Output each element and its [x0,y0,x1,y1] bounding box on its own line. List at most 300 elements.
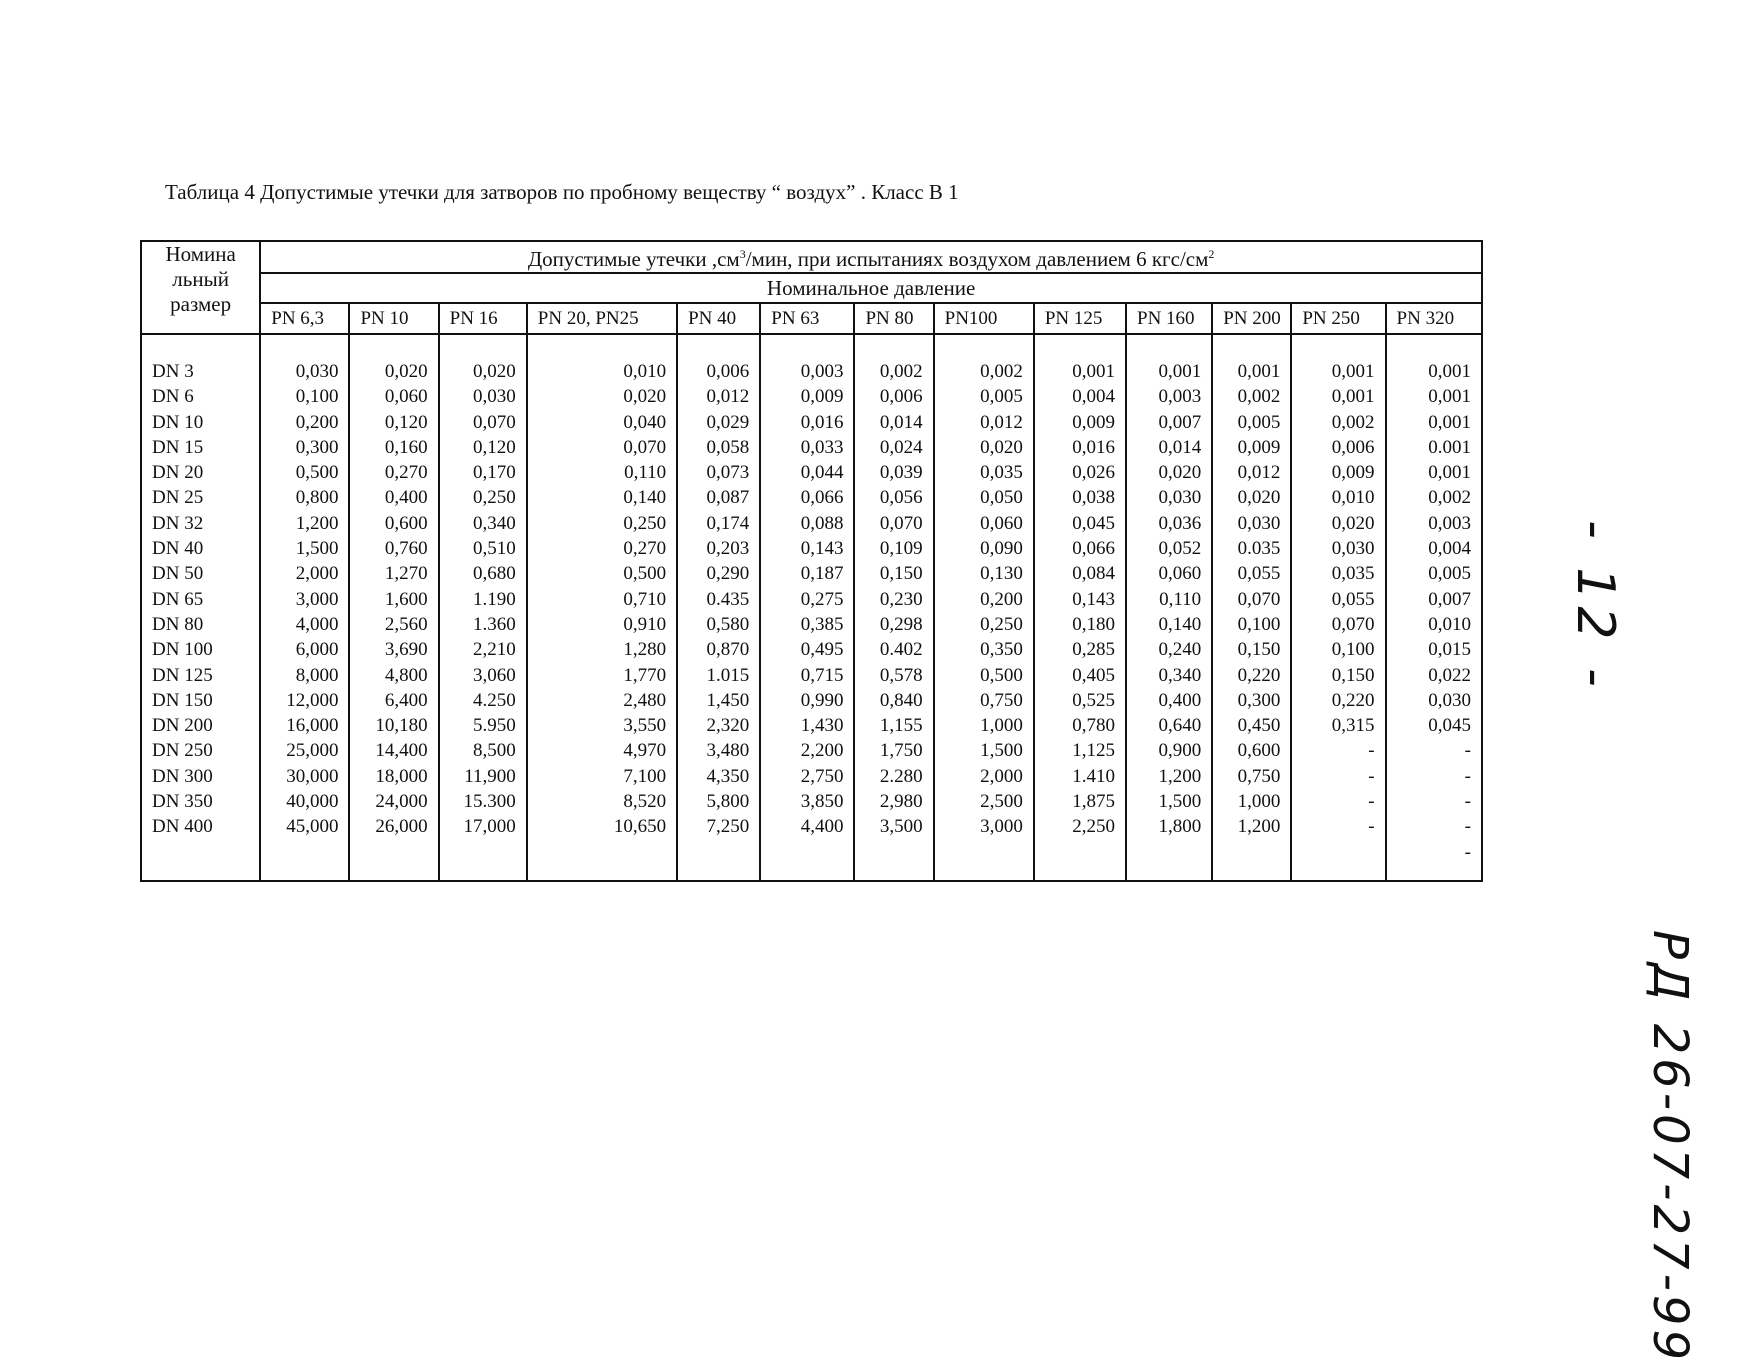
leakage-value-cell: 1.410 [1034,764,1126,789]
table-row [141,511,1482,536]
leakage-value-cell: 0,250 [527,511,677,536]
leakage-value-cell: 0,450 [1212,713,1291,738]
leakage-value-cell: 0,014 [1126,435,1212,460]
nominal-pressure-header: Номинальное давление [260,273,1482,303]
leakage-value-cell: 1,280 [527,637,677,662]
leakage-value-cell: 0,001 [1291,384,1385,409]
leakage-value-cell: 8,500 [439,738,527,763]
nominal-size-header-line3: размер [170,292,232,316]
table-row [141,359,1482,384]
leakage-value-cell: 0,045 [1034,511,1126,536]
leakage-value-cell: 0,055 [1291,587,1385,612]
leakage-value-cell: 0,073 [677,460,760,485]
leakage-value-cell: 0,143 [760,536,854,561]
leakage-value-cell: 40,000 [260,789,349,814]
leakage-value-cell: 0,510 [439,536,527,561]
spacer-row [141,334,1482,359]
leakage-value-cell: - [1386,764,1482,789]
leakage-value-cell: 30,000 [260,764,349,789]
leakage-value-cell: 0,110 [527,460,677,485]
leakage-value-cell: 0,003 [760,359,854,384]
leakage-value-cell: 0,004 [1386,536,1482,561]
leakage-value-cell: 0,500 [934,663,1034,688]
leakage-value-cell: 0,203 [677,536,760,561]
leakage-value-cell: 4.250 [439,688,527,713]
pressure-columns-row [141,303,1482,334]
leakage-value-cell: 0,020 [1291,511,1385,536]
leakage-value-cell: 1,600 [349,587,438,612]
leakage-value-cell: 0,033 [760,435,854,460]
leakage-value-cell: 4,350 [677,764,760,789]
leakage-value-cell: 6,400 [349,688,438,713]
leakage-value-cell: 0,230 [854,587,933,612]
nominal-size-cell: DN 400 [141,814,260,839]
table-row [141,764,1482,789]
leakage-value-cell: 10,180 [349,713,438,738]
leakage-value-cell: 5,800 [677,789,760,814]
nominal-size-cell: DN 125 [141,663,260,688]
leakage-value-cell: 2,200 [760,738,854,763]
leakage-value-cell: 0,016 [1034,435,1126,460]
leakage-value-cell: 17,000 [439,814,527,839]
table-row [141,738,1482,763]
pressure-column-header: PN100 [934,303,1034,334]
leakage-value-cell: 2,560 [349,612,438,637]
leakage-value-cell: 0,015 [1386,637,1482,662]
leakage-value-cell: 16,000 [260,713,349,738]
leakage-value-cell: 0,030 [439,384,527,409]
leakage-value-cell: 0,020 [1212,485,1291,510]
leakage-value-cell: 1,450 [677,688,760,713]
leakage-value-cell: 0,100 [260,384,349,409]
leakage-value-cell: 2,480 [527,688,677,713]
table-row [141,435,1482,460]
pressure-column-header: PN 63 [760,303,854,334]
leakage-value-cell: - [1386,814,1482,839]
leakage-value-cell: 1,200 [260,511,349,536]
leakage-value-cell: 0,022 [1386,663,1482,688]
leakage-value-cell: 1.360 [439,612,527,637]
leakage-header [260,241,1482,273]
leakage-value-cell: 0.435 [677,587,760,612]
leakage-value-cell: 0,055 [1212,561,1291,586]
nominal-size-cell: DN 25 [141,485,260,510]
leakage-header-text: Допустимые утечки ,см [527,247,740,271]
leakage-value-cell: 0,066 [1034,536,1126,561]
leakage-value-cell: 18,000 [349,764,438,789]
leakage-value-cell: 0,003 [1126,384,1212,409]
leakage-value-cell: 0,150 [1212,637,1291,662]
leakage-value-cell: - [1291,814,1385,839]
leakage-value-cell: 3,850 [760,789,854,814]
leakage-value-cell: 1,875 [1034,789,1126,814]
leakage-value-cell: 1,500 [934,738,1034,763]
leakage-value-cell: 0,070 [854,511,933,536]
leakage-value-cell: 0,020 [349,359,438,384]
leakage-value-cell: 0,170 [439,460,527,485]
leakage-value-cell: 26,000 [349,814,438,839]
table-row [141,460,1482,485]
leakage-value-cell: 0,710 [527,587,677,612]
leakage-value-cell: - [1291,764,1385,789]
leakage-value-cell: 0,044 [760,460,854,485]
leakage-value-cell: 0.402 [854,637,933,662]
leakage-value-cell: 0,109 [854,536,933,561]
leakage-value-cell: 0,100 [1291,637,1385,662]
leakage-value-cell: 0,120 [439,435,527,460]
leakage-value-cell: 3,000 [934,814,1034,839]
leakage-value-cell: 0,900 [1126,738,1212,763]
leakage-value-cell: 2,750 [760,764,854,789]
leakage-value-cell: 0,120 [349,410,438,435]
leakage-value-cell: 0,275 [760,587,854,612]
leakage-value-cell: 24,000 [349,789,438,814]
leakage-value-cell: 0,315 [1291,713,1385,738]
leakage-value-cell: 2,500 [934,789,1034,814]
leakage-value-cell: 0,780 [1034,713,1126,738]
leakage-value-cell: 0,070 [527,435,677,460]
leakage-value-cell: 0,500 [260,460,349,485]
leakage-value-cell: 1,155 [854,713,933,738]
leakage-header-text2: /мин, при испытаниях воздухом давлением 6 кгс/см [745,247,1209,271]
leakage-value-cell: 0,600 [349,511,438,536]
leakage-value-cell: 14,400 [349,738,438,763]
leakage-value-cell: 0,150 [1291,663,1385,688]
table-row [141,561,1482,586]
leakage-value-cell: 3,550 [527,713,677,738]
leakage-value-cell: 0,014 [854,410,933,435]
table-row [141,637,1482,662]
leakage-value-cell: 0,140 [1126,612,1212,637]
leakage-value-cell: 0,001 [1212,359,1291,384]
table-row [141,587,1482,612]
leakage-value-cell: 0,006 [854,384,933,409]
leakage-value-cell: 1,750 [854,738,933,763]
leakage-value-cell: 1,200 [1126,764,1212,789]
leakage-value-cell: 25,000 [260,738,349,763]
leakage-value-cell: 0,009 [1034,410,1126,435]
pressure-column-header: PN 250 [1291,303,1385,334]
leakage-value-cell: 0,020 [527,384,677,409]
leakage-value-cell: 0,026 [1034,460,1126,485]
leakage-value-cell: 0,400 [1126,688,1212,713]
leakage-value-cell: 0,002 [854,359,933,384]
leakage-value-cell: 0,060 [349,384,438,409]
leakage-value-cell: 1,000 [1212,789,1291,814]
leakage-value-cell: 0,300 [1212,688,1291,713]
leakage-value-cell: 0,300 [260,435,349,460]
leakage-table [140,240,1483,882]
pressure-column-header: PN 160 [1126,303,1212,334]
leakage-value-cell: 0,715 [760,663,854,688]
leakage-value-cell: 0,009 [1291,460,1385,485]
leakage-value-cell: 4,000 [260,612,349,637]
leakage-value-cell: 0,200 [934,587,1034,612]
leakage-value-cell: 2,980 [854,789,933,814]
leakage-value-cell: 0,580 [677,612,760,637]
leakage-value-cell: 2,320 [677,713,760,738]
leakage-value-cell: 0,006 [677,359,760,384]
leakage-value-cell: 0,002 [1291,410,1385,435]
leakage-value-cell: 1,770 [527,663,677,688]
leakage-value-cell: 0,500 [527,561,677,586]
leakage-value-cell: 0,070 [439,410,527,435]
leakage-value-cell: 0,340 [1126,663,1212,688]
leakage-value-cell: 0,600 [1212,738,1291,763]
leakage-value-cell: 0,750 [1212,764,1291,789]
leakage-value-cell: 0,350 [934,637,1034,662]
leakage-value-cell: 0,130 [934,561,1034,586]
leakage-value-cell: 0,285 [1034,637,1126,662]
table-row [141,485,1482,510]
pressure-column-header: PN 320 [1386,303,1482,334]
leakage-value-cell: 4,400 [760,814,854,839]
nominal-size-cell: DN 10 [141,410,260,435]
table-row [141,663,1482,688]
leakage-value-cell: 10,650 [527,814,677,839]
leakage-value-cell: - [1291,789,1385,814]
leakage-value-cell: 0,045 [1386,713,1482,738]
leakage-value-cell: 0,010 [1386,612,1482,637]
leakage-value-cell: 0,290 [677,561,760,586]
nominal-size-cell: DN 32 [141,511,260,536]
leakage-value-cell: 2,000 [260,561,349,586]
table-row [141,713,1482,738]
leakage-value-cell: 1,430 [760,713,854,738]
leakage-value-cell: 0,180 [1034,612,1126,637]
table-row-last [141,840,1482,881]
leakage-value-cell: 0,004 [1034,384,1126,409]
pressure-column-header: PN 20, PN25 [527,303,677,334]
leakage-value-cell: 1.015 [677,663,760,688]
leakage-value-cell: 0,035 [1291,561,1385,586]
nominal-size-cell: DN 250 [141,738,260,763]
leakage-value-cell: 0,006 [1291,435,1385,460]
leakage-value-cell: 0,003 [1386,511,1482,536]
leakage-value-cell: 0,001 [1386,460,1482,485]
leakage-value-cell: 0,016 [760,410,854,435]
leakage-value-cell: 0,024 [854,435,933,460]
leakage-value-cell: 1,125 [1034,738,1126,763]
leakage-value-cell: 4,970 [527,738,677,763]
pressure-column-header: PN 125 [1034,303,1126,334]
pressure-column-header: PN 16 [439,303,527,334]
leakage-value-cell: 1,270 [349,561,438,586]
leakage-value-cell: 0,035 [934,460,1034,485]
leakage-value-cell: 0,910 [527,612,677,637]
leakage-value-cell: 0,990 [760,688,854,713]
leakage-value-cell: 0,030 [1291,536,1385,561]
leakage-value-cell: 0,250 [934,612,1034,637]
leakage-value-cell: 0,110 [1126,587,1212,612]
leakage-value-cell: 1,000 [934,713,1034,738]
nominal-size-cell: DN 20 [141,460,260,485]
leakage-value-cell: 0,001 [1386,359,1482,384]
leakage-value-cell: 3,480 [677,738,760,763]
leakage-value-cell: 0,084 [1034,561,1126,586]
leakage-value-cell: 8,000 [260,663,349,688]
leakage-value-cell: 0,005 [1386,561,1482,586]
leakage-value-cell: 0,150 [854,561,933,586]
leakage-value-cell: 1,500 [1126,789,1212,814]
nominal-size-cell: DN 100 [141,637,260,662]
leakage-value-cell: 0,040 [527,410,677,435]
leakage-value-cell: 0,010 [1291,485,1385,510]
leakage-value-cell: - [1386,789,1482,814]
nominal-size-cell: DN 40 [141,536,260,561]
pressure-column-header: PN 10 [349,303,438,334]
leakage-value-cell: 0,174 [677,511,760,536]
leakage-value-cell: 0,020 [934,435,1034,460]
leakage-value-cell: 0,270 [527,536,677,561]
leakage-value-cell: 0,030 [1126,485,1212,510]
leakage-value-cell: 0,058 [677,435,760,460]
leakage-value-cell: 2,250 [1034,814,1126,839]
leakage-value-cell: 0,750 [934,688,1034,713]
leakage-value-cell: 0,090 [934,536,1034,561]
leakage-value-cell: 0,140 [527,485,677,510]
pressure-column-header: PN 80 [854,303,933,334]
leakage-value-cell: 0,002 [1386,485,1482,510]
leakage-value-cell: 0,405 [1034,663,1126,688]
leakage-value-cell: 0,088 [760,511,854,536]
leakage-value-cell: - [1291,738,1385,763]
nominal-size-cell: DN 350 [141,789,260,814]
leakage-value-cell: 0,800 [260,485,349,510]
table-row [141,789,1482,814]
leakage-value-cell: 0,039 [854,460,933,485]
table-row [141,814,1482,839]
leakage-value-cell: 3,000 [260,587,349,612]
leakage-value-cell: 0,070 [1212,587,1291,612]
leakage-value-cell: 0,340 [439,511,527,536]
leakage-value-cell: 0,298 [854,612,933,637]
leakage-value-cell: 0,385 [760,612,854,637]
leakage-value-cell: 0,030 [1386,688,1482,713]
leakage-value-cell: 0,087 [677,485,760,510]
leakage-value-cell: 0,020 [439,359,527,384]
leakage-value-cell: 0,495 [760,637,854,662]
leakage-value-cell: 0,007 [1386,587,1482,612]
leakage-value-cell: 0,001 [1386,410,1482,435]
table-row [141,536,1482,561]
leakage-value-cell: 0,009 [1212,435,1291,460]
leakage-value-cell: 0,002 [1212,384,1291,409]
leakage-value-cell: 1,800 [1126,814,1212,839]
leakage-value-cell: 11,900 [439,764,527,789]
leakage-value-cell: 0,056 [854,485,933,510]
leakage-value-cell: 3,500 [854,814,933,839]
leakage-value-cell: 1,500 [260,536,349,561]
leakage-value-cell: 0,005 [934,384,1034,409]
leakage-value-cell: 0,200 [260,410,349,435]
table-row [141,410,1482,435]
leakage-value-cell: 0,060 [934,511,1034,536]
leakage-value-cell: 0,012 [677,384,760,409]
leakage-value-cell: 0,012 [1212,460,1291,485]
leakage-value-cell: 3,060 [439,663,527,688]
pressure-column-header: PN 200 [1212,303,1291,334]
leakage-value-cell: 15.300 [439,789,527,814]
leakage-value-cell: 0,840 [854,688,933,713]
leakage-value-cell: 0,070 [1291,612,1385,637]
leakage-value-cell: 0,220 [1291,688,1385,713]
table-row [141,612,1482,637]
table-row [141,688,1482,713]
leakage-value-cell: 0,143 [1034,587,1126,612]
leakage-value-cell: 2.280 [854,764,933,789]
leakage-value-cell: 0,870 [677,637,760,662]
leakage-value-cell: 12,000 [260,688,349,713]
page-number: - 12 - [1565,520,1625,693]
leakage-value-cell: 0,220 [1212,663,1291,688]
nominal-size-cell: DN 6 [141,384,260,409]
leakage-value-cell: 0,578 [854,663,933,688]
leakage-value-cell: 0,240 [1126,637,1212,662]
leakage-value-cell: 2,210 [439,637,527,662]
leakage-value-cell: 0,005 [1212,410,1291,435]
leakage-value-cell: 0,030 [1212,511,1291,536]
nominal-size-cell: DN 65 [141,587,260,612]
nominal-size-header-line2: льный [172,267,229,291]
document-code: РД 26-07-27-99 [1642,930,1698,1364]
nominal-size-cell: DN 50 [141,561,260,586]
table-caption: Таблица 4 Допустимые утечки для затворов по пробному веществу “ воздух” . Класс В 1 [165,180,959,204]
leakage-value-cell: 0,760 [349,536,438,561]
leakage-value-cell: 0.035 [1212,536,1291,561]
leakage-value-cell: 7,250 [677,814,760,839]
nominal-size-cell: DN 150 [141,688,260,713]
leakage-value-cell: 0,001 [1034,359,1126,384]
leakage-value-cell: 0,187 [760,561,854,586]
leakage-value-cell: 0,050 [934,485,1034,510]
leakage-value-cell: 5.950 [439,713,527,738]
leakage-value-cell: 1,200 [1212,814,1291,839]
table-body [141,334,1482,881]
leakage-value-cell: 0,066 [760,485,854,510]
leakage-header-sup-cm3: 3 [739,247,746,261]
leakage-value-cell: 45,000 [260,814,349,839]
leakage-value-cell: 0,400 [349,485,438,510]
leakage-value-cell: 0,010 [527,359,677,384]
leakage-value-cell: - [1386,738,1482,763]
leakage-value-cell: 2,000 [934,764,1034,789]
pressure-column-header: PN 6,3 [260,303,349,334]
leakage-value-cell: 0,640 [1126,713,1212,738]
leakage-value-cell: 0,052 [1126,536,1212,561]
leakage-value-cell: 0,036 [1126,511,1212,536]
leakage-value-cell: 0,001 [1386,384,1482,409]
pressure-column-header: PN 40 [677,303,760,334]
leakage-value-cell: 0.001 [1386,435,1482,460]
leakage-value-cell: 0,525 [1034,688,1126,713]
leakage-value-cell: 6,000 [260,637,349,662]
leakage-value-cell: 0,001 [1126,359,1212,384]
leakage-value-cell: 8,520 [527,789,677,814]
leakage-value-cell: 1.190 [439,587,527,612]
nominal-size-cell: DN 200 [141,713,260,738]
trailing-dash-cell: - [1386,840,1482,881]
leakage-value-cell: 0,012 [934,410,1034,435]
leakage-value-cell: 0,030 [260,359,349,384]
leakage-value-cell: 0,250 [439,485,527,510]
leakage-value-cell: 0,020 [1126,460,1212,485]
leakage-value-cell: 0,038 [1034,485,1126,510]
leakage-value-cell: 0,001 [1291,359,1385,384]
leakage-header-sup-cm2: 2 [1208,247,1215,261]
leakage-value-cell: 3,690 [349,637,438,662]
nominal-size-header-line1: Номина [165,242,236,266]
